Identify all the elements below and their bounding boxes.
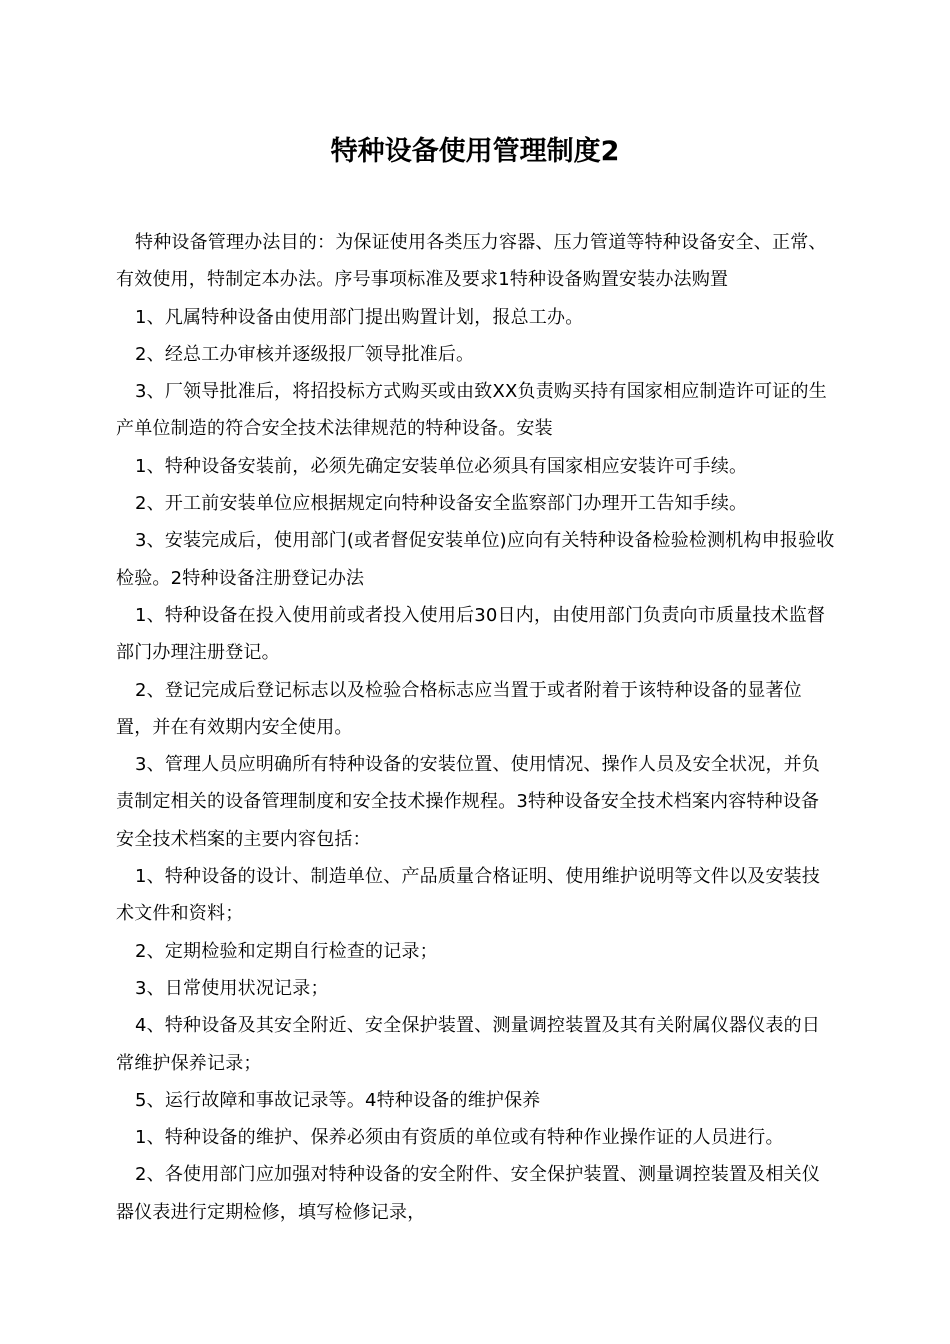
paragraph: 2、定期检验和定期自行检查的记录；: [135, 940, 438, 962]
paragraph: 1、凡属特种设备由使用部门提出购置计划，报总工办。: [135, 306, 584, 328]
paragraph: 1、特种设备的设计、制造单位、产品质量合格证明、使用维护说明等文件以及安装技术文件和资料；: [116, 866, 821, 925]
paragraph: 2、各使用部门应加强对特种设备的安全附件、安全保护装置、测量调控装置及相关仪器仪表进行定期检修，填写检修记录，: [116, 1164, 821, 1223]
paragraph: 1、特种设备在投入使用前或者投入使用后30日内，由使用部门负责向市质量技术监督部门办理注册登记。: [116, 604, 826, 664]
paragraph: 2、登记完成后登记标志以及检验合格标志应当置于或者附着于该特种设备的显著位置，并在有效期内安全使用。: [116, 679, 802, 738]
paragraph: 3、安装完成后，使用部门(或者督促安装单位)应向有关特种设备检验检测机构申报验收检验。2特种设备注册登记办法: [116, 530, 835, 589]
document-body: [116, 224, 836, 1231]
paragraph: 2、经总工办审核并逐级报厂领导批准后。: [135, 343, 475, 365]
paragraph: 1、特种设备安装前，必须先确定安装单位必须具有国家相应安装许可手续。: [135, 455, 748, 477]
paragraph: 3、日常使用状况记录；: [135, 977, 329, 999]
paragraph: 特种设备管理办法目的：为保证使用各类压力容器、压力管道等特种设备安全、正常、有效使用，特制定本办法。序号事项标准及要求1特种设备购置安装办法购置: [116, 232, 827, 291]
paragraph: 3、厂领导批准后，将招投标方式购买或由致XX负责购买持有国家相应制造许可证的生产单位制造的符合安全技术法律规范的特种设备。安装: [116, 381, 827, 440]
paragraph: 1、特种设备的维护、保养必须由有资质的单位或有特种作业操作证的人员进行。: [135, 1127, 784, 1149]
document-title: 特种设备使用管理制度2: [330, 136, 620, 167]
paragraph: 4、特种设备及其安全附近、安全保护装置、测量调控装置及其有关附属仪器仪表的日常维护保养记录；: [116, 1015, 821, 1074]
paragraph: 3、管理人员应明确所有特种设备的安装位置、使用情况、操作人员及安全状况，并负责制定相关的设备管理制度和安全技术操作规程。3特种设备安全技术档案内容特种设备安全技术档案的主要内容包括：: [116, 754, 821, 850]
paragraph: 5、运行故障和事故记录等。4特种设备的维护保养: [135, 1089, 541, 1111]
paragraph: 2、开工前安装单位应根据规定向特种设备安全监察部门办理开工告知手续。: [135, 493, 748, 515]
